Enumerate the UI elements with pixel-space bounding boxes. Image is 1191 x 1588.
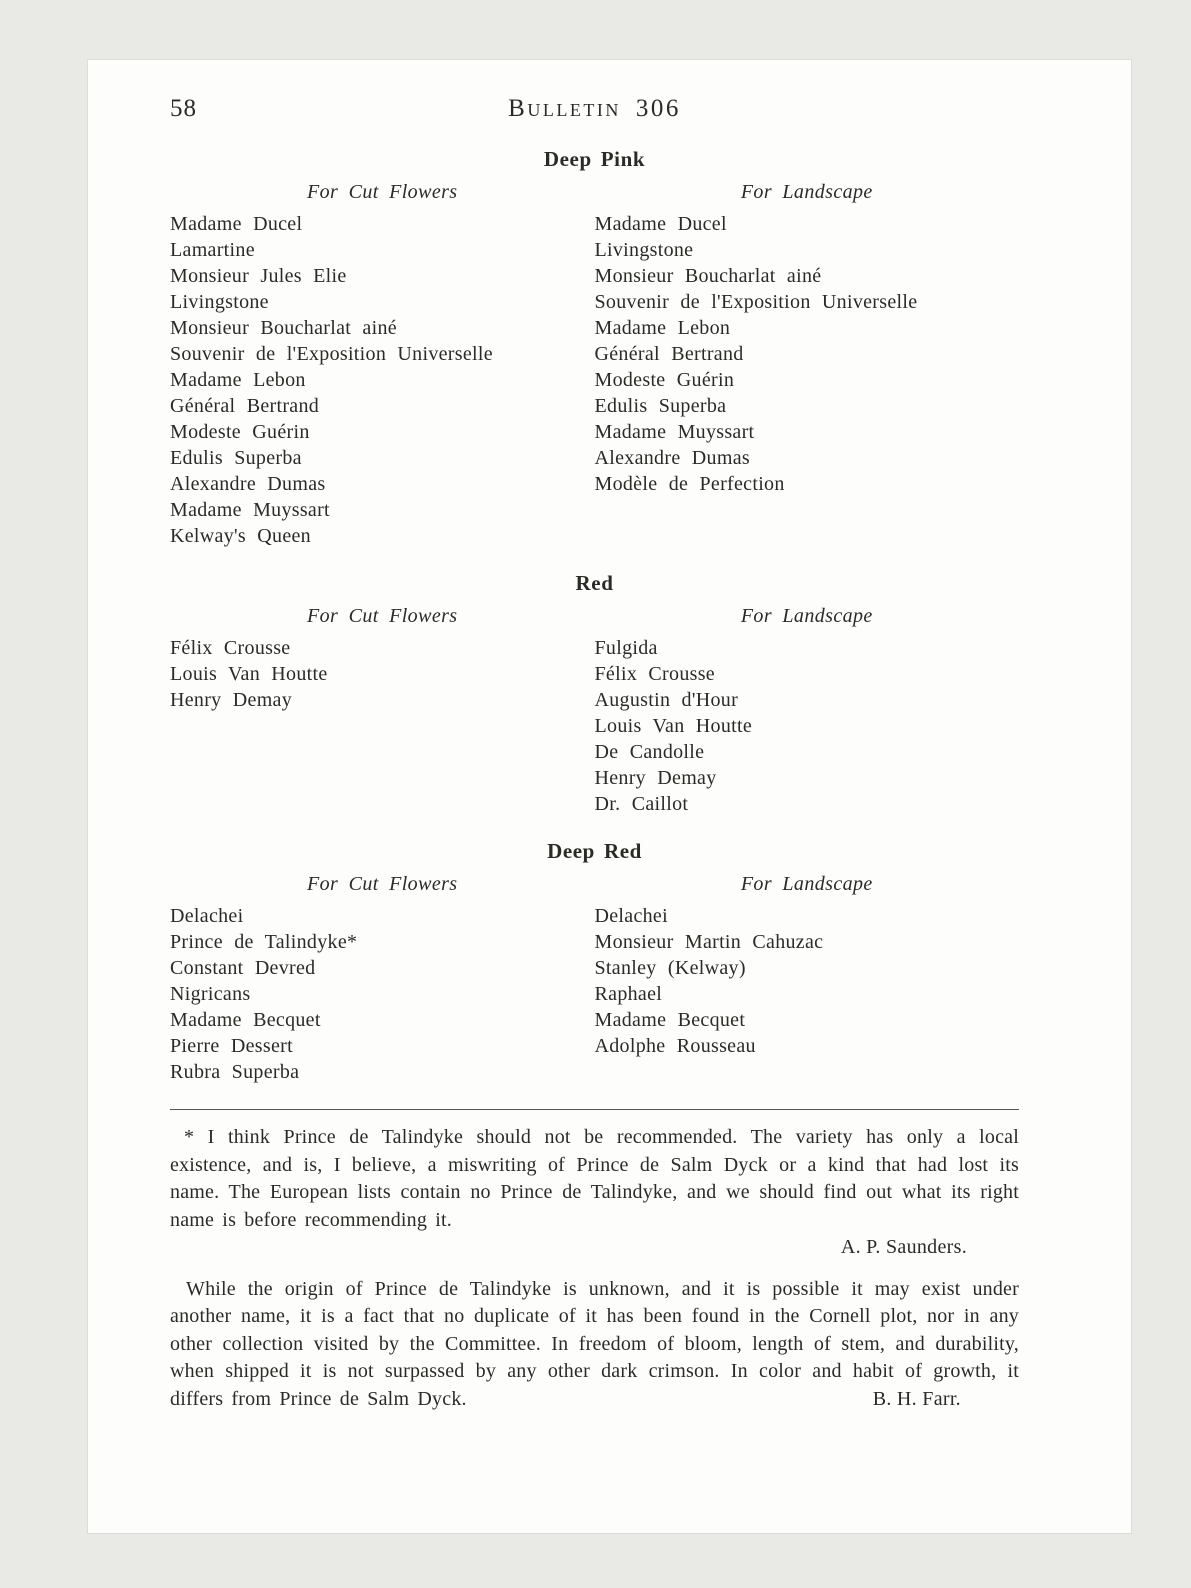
variety-name: Madame Ducel [170, 213, 303, 235]
footnote-signature: A. P. Saunders. [840, 1236, 967, 1258]
section-title: Deep Pink [543, 147, 646, 171]
variety-name: Monsieur Martin Cahuzac [594, 931, 824, 953]
variety-name: Général Bertrand [594, 343, 744, 365]
column-landscape [595, 181, 1020, 549]
variety-name: Edulis Superba [594, 395, 727, 417]
variety-name: Pierre Dessert [170, 1035, 293, 1057]
column-heading: For Landscape [740, 873, 873, 895]
variety-name: Henry Demay [594, 767, 717, 789]
variety-list [595, 635, 1020, 817]
document-page [88, 60, 1131, 1533]
column-heading: For Cut Flowers [307, 873, 458, 895]
section-title: Deep Red [547, 839, 642, 863]
variety-list [170, 903, 595, 1085]
variety-name: Félix Crousse [170, 637, 291, 659]
variety-name: Delachei [594, 905, 668, 927]
variety-list [170, 211, 595, 549]
variety-name: De Candolle [594, 741, 705, 763]
variety-name: Monsieur Boucharlat ainé [594, 265, 822, 287]
variety-name: Alexandre Dumas [170, 473, 326, 495]
variety-name: Adolphe Rousseau [594, 1035, 756, 1057]
variety-name: Louis Van Houtte [594, 715, 753, 737]
closing-signature: B. H. Farr. [872, 1387, 961, 1410]
variety-name: Félix Crousse [594, 663, 715, 685]
section-title: Red [575, 571, 614, 595]
section-deep-pink [170, 147, 1019, 549]
variety-name: Modèle de Perfection [594, 473, 785, 495]
variety-name: Stanley (Kelway) [594, 957, 746, 979]
variety-name: Alexandre Dumas [594, 447, 750, 469]
variety-name: Delachei [170, 905, 244, 927]
footnote-rule [170, 1109, 1019, 1110]
column-heading: For Landscape [740, 605, 873, 627]
variety-name: Général Bertrand [170, 395, 320, 417]
variety-list [595, 903, 1020, 1059]
variety-name: Constant Devred [170, 957, 316, 979]
variety-name: Livingstone [594, 239, 694, 261]
section-columns [170, 181, 1019, 549]
variety-name: Fulgida [594, 637, 658, 659]
column-cut-flowers [170, 181, 595, 549]
column-landscape [595, 873, 1020, 1085]
variety-name: Dr. Caillot [594, 793, 689, 815]
variety-list [170, 635, 595, 713]
section-deep-red [170, 839, 1019, 1085]
column-heading: For Cut Flowers [307, 605, 458, 627]
variety-name: Madame Muyssart [594, 421, 755, 443]
closing-paragraph: While the origin of Prince de Talindyke is unknown, and it is possible it may exist under another name, it is a fact that no duplicate of it has been found in the Cornell plot, nor in any other collection visited by the Committee. In freedom of bloom, length of stem, and durability, when shipped it is not surpassed by any other dark crimson. In color and habit of growth, it differs from Prince de Salm Dyck. [170, 1277, 1019, 1410]
variety-name: Modeste Guérin [594, 369, 735, 391]
column-cut-flowers [170, 605, 595, 817]
section-columns [170, 605, 1019, 817]
variety-name: Madame Ducel [594, 213, 727, 235]
page-number: 58 [170, 95, 197, 122]
variety-name: Modeste Guérin [170, 421, 310, 443]
header-title: Bulletin 306 [508, 95, 681, 122]
page-header [170, 95, 1019, 125]
variety-name: Nigricans [170, 983, 251, 1005]
page-content [88, 60, 1131, 1413]
variety-name: Prince de Talindyke* [170, 931, 358, 953]
variety-name: Madame Lebon [594, 317, 731, 339]
variety-name: Madame Becquet [594, 1009, 746, 1031]
variety-name: Augustin d'Hour [594, 689, 739, 711]
section-columns [170, 873, 1019, 1085]
footnote-text: * I think Prince de Talindyke should not be recommended. The variety has only a local existence, and is, I believe, a miswriting of Prince de Salm Dyck or a kind that had lost its name. The European lists contain no Prince de Talindyke, and we should find out what its right name is before recommending it. [170, 1126, 1019, 1231]
variety-name: Raphael [594, 983, 663, 1005]
variety-name: Souvenir de l'Exposition Universelle [170, 343, 493, 365]
variety-name: Edulis Superba [170, 447, 302, 469]
variety-name: Madame Muyssart [170, 499, 330, 521]
column-landscape [595, 605, 1020, 817]
variety-name: Lamartine [170, 239, 255, 261]
variety-name: Monsieur Jules Elie [170, 265, 347, 287]
variety-name: Monsieur Boucharlat ainé [170, 317, 397, 339]
variety-name: Madame Becquet [170, 1009, 321, 1031]
column-cut-flowers [170, 873, 595, 1085]
variety-name: Rubra Superba [170, 1061, 300, 1083]
section-red [170, 571, 1019, 817]
variety-name: Louis Van Houtte [170, 663, 328, 685]
variety-name: Livingstone [170, 291, 269, 313]
column-heading: For Cut Flowers [307, 181, 458, 203]
variety-name: Madame Lebon [170, 369, 306, 391]
column-heading: For Landscape [740, 181, 873, 203]
variety-name: Henry Demay [170, 689, 293, 711]
variety-name: Souvenir de l'Exposition Universelle [594, 291, 918, 313]
variety-name: Kelway's Queen [170, 525, 311, 547]
variety-list [595, 211, 1020, 497]
